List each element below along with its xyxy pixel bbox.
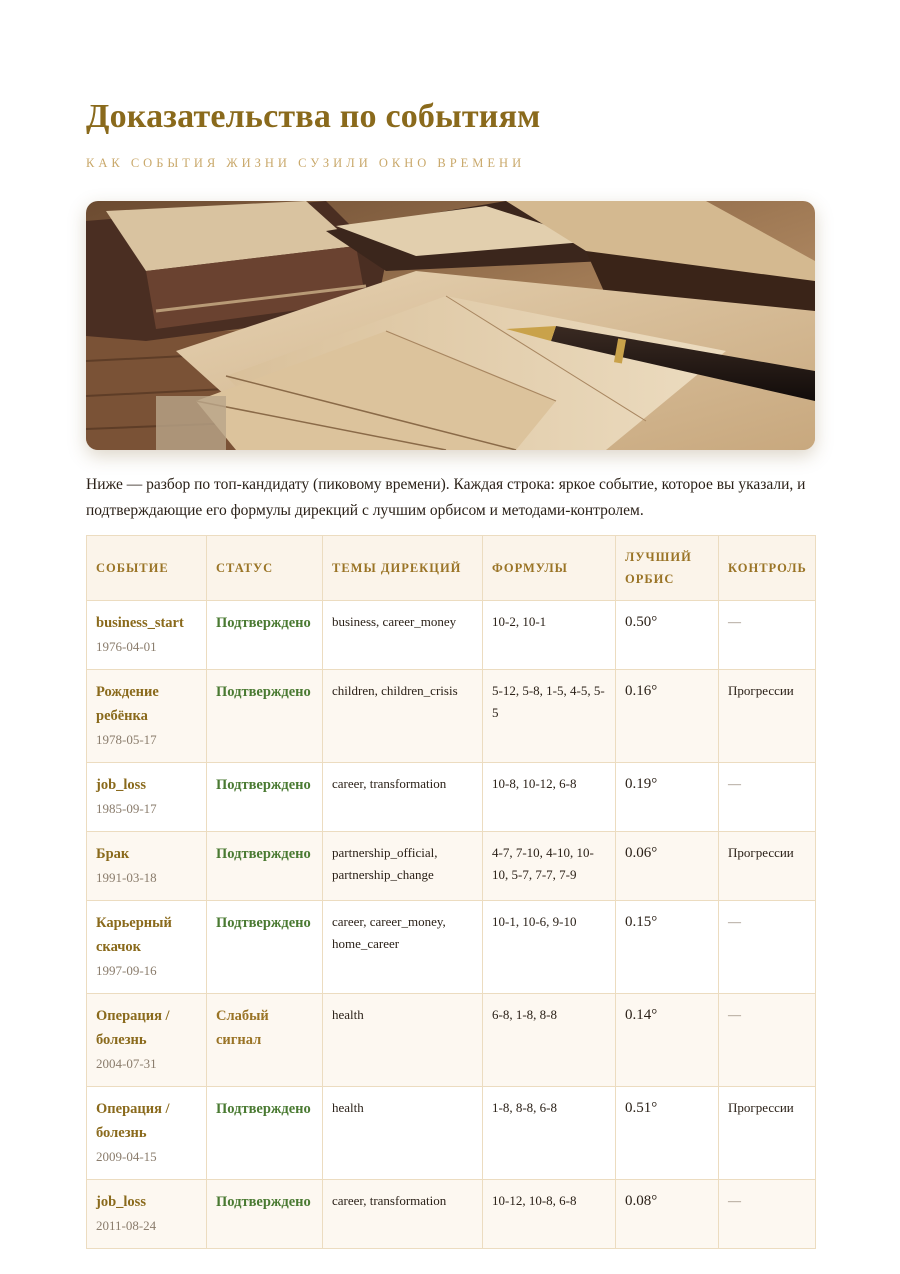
orb-cell: 0.51° [616,1087,719,1180]
status-badge: Подтверждено [216,915,311,931]
status-cell [207,763,323,832]
event-date: 1976-04-01 [96,639,157,654]
status-cell [207,670,323,763]
event-cell [87,832,207,901]
page-subtitle: КАК СОБЫТИЯ ЖИЗНИ СУЗИЛИ ОКНО ВРЕМЕНИ [86,156,526,170]
header-photo [86,201,815,450]
themes-cell: career, transformation [323,763,483,832]
table-row [87,1087,816,1180]
status-badge: Подтверждено [216,684,311,700]
status-badge: Подтверждено [216,615,311,631]
status-badge: Подтверждено [216,846,311,862]
orb-cell: 0.15° [616,901,719,994]
status-badge: Подтверждено [216,777,311,793]
status-cell [207,901,323,994]
orb-cell: 0.50° [616,601,719,670]
table-row [87,901,816,994]
table-row [87,832,816,901]
event-name: job_loss [96,1194,146,1210]
event-name: business_start [96,615,184,631]
orb-cell: 0.19° [616,763,719,832]
table-row [87,601,816,670]
status-cell [207,1087,323,1180]
themes-cell: children, children_crisis [323,670,483,763]
event-date: 2009-04-15 [96,1149,157,1164]
event-name: Операция / болезнь [96,1101,170,1141]
orb-cell: 0.16° [616,670,719,763]
header-orb: ЛУЧШИЙ ОРБИС [616,536,719,601]
header-event: СОБЫТИЕ [87,536,207,601]
event-date: 1991-03-18 [96,870,157,885]
event-cell [87,670,207,763]
formulas-cell: 10-12, 10-8, 6-8 [483,1180,616,1249]
status-badge: Подтверждено [216,1101,311,1117]
event-date: 1997-09-16 [96,963,157,978]
status-cell [207,832,323,901]
themes-cell: health [323,994,483,1087]
themes-cell: career, transformation [323,1180,483,1249]
header-formulas: ФОРМУЛЫ [483,536,616,601]
event-name: job_loss [96,777,146,793]
event-name: Операция / болезнь [96,1008,170,1048]
header-status: СТАТУС [207,536,323,601]
event-name: Брак [96,846,130,862]
table-row [87,763,816,832]
control-cell: — [719,1180,816,1249]
header-control: КОНТРОЛЬ [719,536,816,601]
event-cell [87,1180,207,1249]
formulas-cell: 6-8, 1-8, 8-8 [483,994,616,1087]
header-themes: ТЕМЫ ДИРЕКЦИЙ [323,536,483,601]
formulas-cell: 5-12, 5-8, 1-5, 4-5, 5-5 [483,670,616,763]
event-cell [87,1087,207,1180]
control-cell: — [719,901,816,994]
formulas-cell: 10-8, 10-12, 6-8 [483,763,616,832]
event-cell [87,901,207,994]
control-cell: — [719,763,816,832]
event-cell [87,601,207,670]
themes-cell: career, career_money, home_career [323,901,483,994]
event-date: 1985-09-17 [96,801,157,816]
table-row [87,670,816,763]
control-cell: Прогрессии [719,670,816,763]
orb-cell: 0.06° [616,832,719,901]
formulas-cell: 1-8, 8-8, 6-8 [483,1087,616,1180]
table-header-row [87,536,816,601]
formulas-cell: 10-2, 10-1 [483,601,616,670]
status-badge: Слабый сигнал [216,1008,269,1048]
formulas-cell: 4-7, 7-10, 4-10, 10-10, 5-7, 7-7, 7-9 [483,832,616,901]
table-row [87,1180,816,1249]
orb-cell: 0.14° [616,994,719,1087]
event-name: Рождение ребёнка [96,684,159,724]
control-cell: Прогрессии [719,1087,816,1180]
event-date: 2011-08-24 [96,1218,157,1233]
status-cell [207,1180,323,1249]
control-cell: — [719,994,816,1087]
control-cell: Прогрессии [719,832,816,901]
control-cell: — [719,601,816,670]
status-cell [207,601,323,670]
event-date: 2004-07-31 [96,1056,157,1071]
themes-cell: business, career_money [323,601,483,670]
events-table [86,535,816,1249]
themes-cell: health [323,1087,483,1180]
status-cell [207,994,323,1087]
event-cell [87,994,207,1087]
event-name: Карьерный скачок [96,915,172,955]
page-title: Доказательства по событиям [86,98,541,135]
event-date: 1978-05-17 [96,732,157,747]
table-row [87,994,816,1087]
intro-paragraph: Ниже — разбор по топ-кандидату (пиковому времени). Каждая строка: яркое событие, которое вы указали, и подтверждающие его формулы дирекций с лучшим орбисом и методами-контролем. [86,476,806,519]
formulas-cell: 10-1, 10-6, 9-10 [483,901,616,994]
status-badge: Подтверждено [216,1194,311,1210]
vintage-letters-pen-photo [86,201,815,450]
event-cell [87,763,207,832]
themes-cell: partnership_official, partnership_change [323,832,483,901]
orb-cell: 0.08° [616,1180,719,1249]
